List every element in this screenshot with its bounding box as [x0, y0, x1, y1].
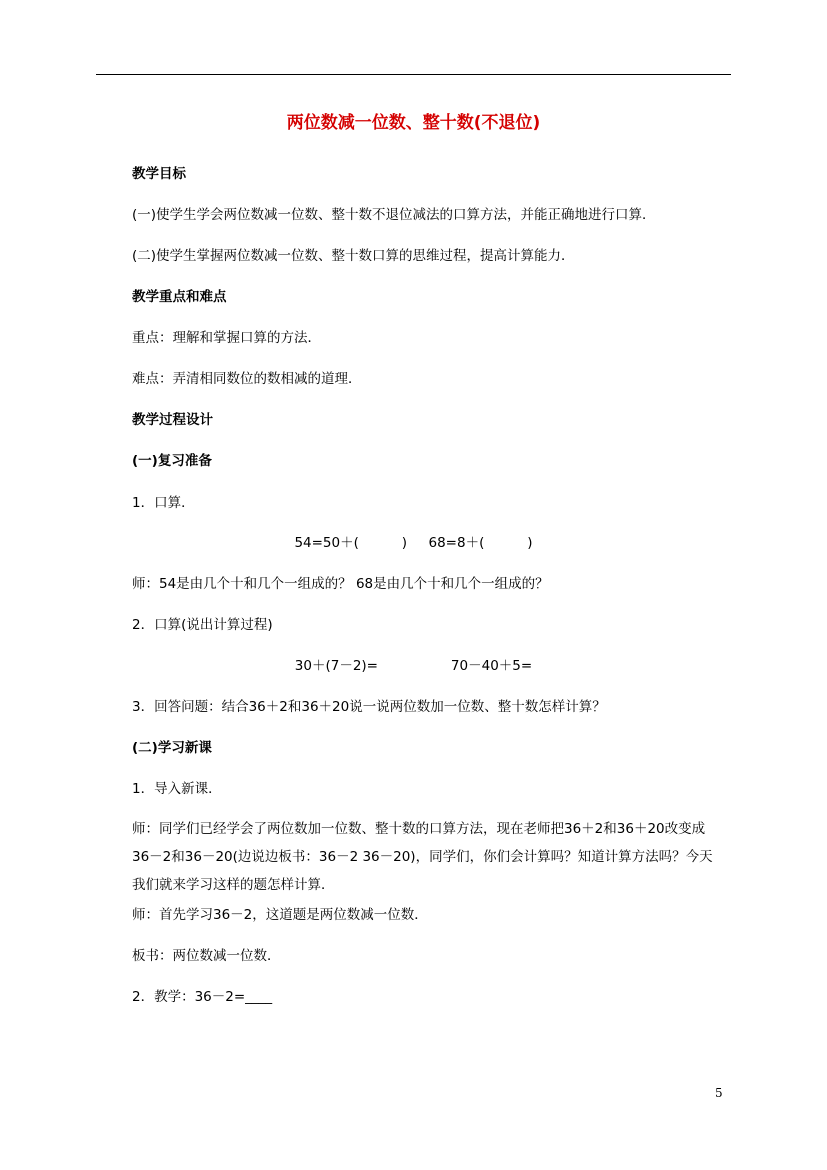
- review-formula-2: 30＋(7－2)= 70－40＋5=: [294, 658, 533, 674]
- new-lesson-item-1: 1．导入新课．: [132, 781, 222, 797]
- header-rule: [96, 74, 731, 75]
- goal-item-2: (二)使学生掌握两位数减一位数、整十数口算的思维过程，提高计算能力．: [132, 248, 575, 264]
- document-title: 两位数减一位数、整十数(不退位): [286, 113, 541, 133]
- review-formula-1: 54=50＋( ) 68=8＋( ): [294, 535, 533, 551]
- difficult-point-text: 难点：弄清相同数位的数相减的道理．: [132, 371, 362, 387]
- board-writing: 板书：两位数减一位数．: [132, 948, 281, 964]
- goal-item-1: (一)使学生学会两位数减一位数、整十数不退位减法的口算方法，并能正确地进行口算．: [132, 207, 656, 223]
- teaching-item-2: 2．教学：36－2=____: [132, 989, 273, 1005]
- review-item-2: 2．口算(说出计算过程): [132, 617, 273, 633]
- new-lesson-teacher-paragraph: 师：同学们已经学会了两位数加一位数、整十数的口算方法，现在老师把36＋2和36＋20改变成36－2和36－20(边说边板书：36－2 36－20)，同学们，你们会计算吗？知道计算方法吗？今天我们就来学习这样的题怎样计算．: [132, 821, 713, 893]
- review-teacher-question: 师：54是由几个十和几个一组成的？ 68是由几个十和几个一组成的？: [132, 576, 549, 592]
- new-lesson-teacher-line: 师：首先学习36－2，这道题是两位数减一位数．: [132, 907, 428, 923]
- key-point-text: 重点：理解和掌握口算的方法．: [132, 330, 321, 346]
- section-heading-goals: 教学目标: [132, 166, 186, 182]
- subsection-heading-review: (一)复习准备: [132, 453, 212, 469]
- subsection-heading-new-lesson: (二)学习新课: [132, 740, 212, 756]
- page-number: 5: [715, 1086, 723, 1100]
- review-item-1: 1．口算．: [132, 495, 195, 511]
- section-heading-process: 教学过程设计: [132, 412, 213, 428]
- section-heading-key-points: 教学重点和难点: [132, 289, 227, 305]
- review-item-3: 3．回答问题：结合36＋2和36＋20说一说两位数加一位数、整十数怎样计算？: [132, 699, 606, 715]
